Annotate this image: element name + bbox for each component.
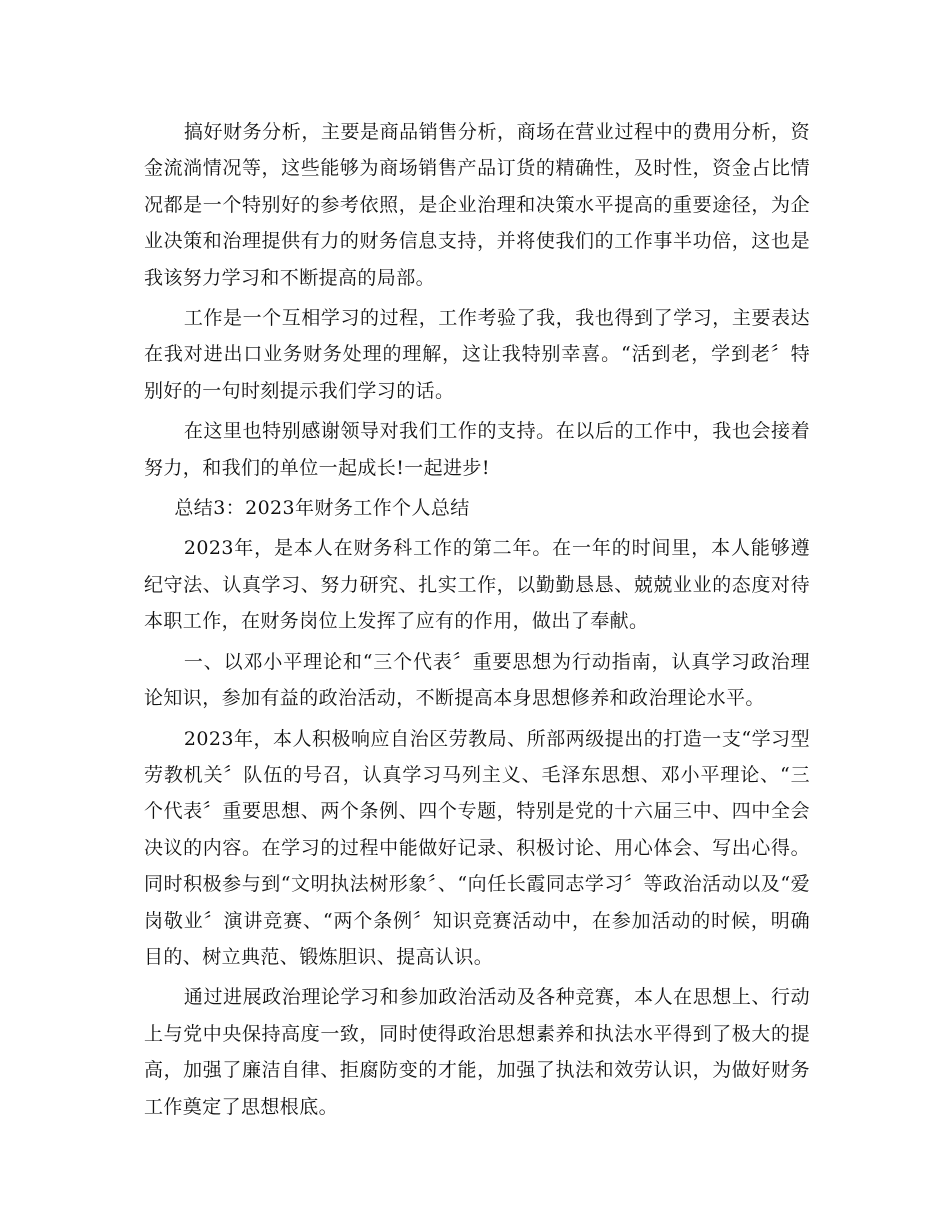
document-body [144, 114, 810, 1129]
paragraph-thanks: 在这里也特别感谢领导对我们工作的支持。在以后的工作中，我也会接着努力，和我们的单位一起成长!一起进步! [144, 420, 810, 479]
paragraph-study-activities: 2023年，本人积极响应自治区劳教局、所部两级提出的打造一支“学习型劳教机关〞队伍的号召，认真学习马列主义、毛泽东思想、邓小平理论、“三个代表〞重要思想、两个条例、四个专题，特别是党的十六届三中、四中全会决议的内容。在学习的过程中能做好记录、积极讨论、用心体会、写出心得。同时积极参与到“文明执法树形象〞、“向任长霞同志学习〞等政治活动以及“爱岗敬业〞演讲竞赛、“两个条例〞知识竞赛活动中，在参加活动的时候，明确目的、树立典范、锻炼胆识、提高认识。 [144, 727, 810, 968]
section-heading: 总结3：2023年财务工作个人总结 [174, 497, 470, 520]
paragraph-conclusion: 通过进展政治理论学习和参加政治活动及各种竞赛，本人在思想上、行动上与党中央保持高度一致，同时使得政治思想素养和执法水平得到了极大的提高，加强了廉洁自律、拒腐防变的才能，加强了执法和效劳认识，为做好财务工作奠定了思想根底。 [144, 986, 810, 1118]
paragraph-financial-analysis: 搞好财务分析，主要是商品销售分析，商场在营业过程中的费用分析，资金流淌情况等，这些能够为商场销售产品订货的精确性，及时性，资金占比情况都是一个特别好的参考依照，是企业治理和决策水平提高的重要途径，为企业决策和治理提供有力的财务信息支持，并将使我们的工作事半功倍，这也是我该努力学习和不断提高的局部。 [144, 121, 810, 289]
paragraph-mutual-learning: 工作是一个互相学习的过程，工作考验了我，我也得到了学习，主要表达在我对进出口业务财务处理的理解，这让我特别幸喜。“活到老，学到老〞特别好的一句时刻提示我们学习的话。 [144, 307, 810, 402]
paragraph-second-year: 2023年，是本人在财务科工作的第二年。在一年的时间里，本人能够遵纪守法、认真学习、努力研究、扎实工作，以勤勤恳恳、兢兢业业的态度对待本职工作，在财务岗位上发挥了应有的作用，做出了奉献。 [144, 537, 810, 633]
paragraph-theory-guide: 一、以邓小平理论和“三个代表〞重要思想为行动指南，认真学习政治理论知识，参加有益的政治活动，不断提高本身思想修养和政治理论水平。 [144, 650, 810, 710]
